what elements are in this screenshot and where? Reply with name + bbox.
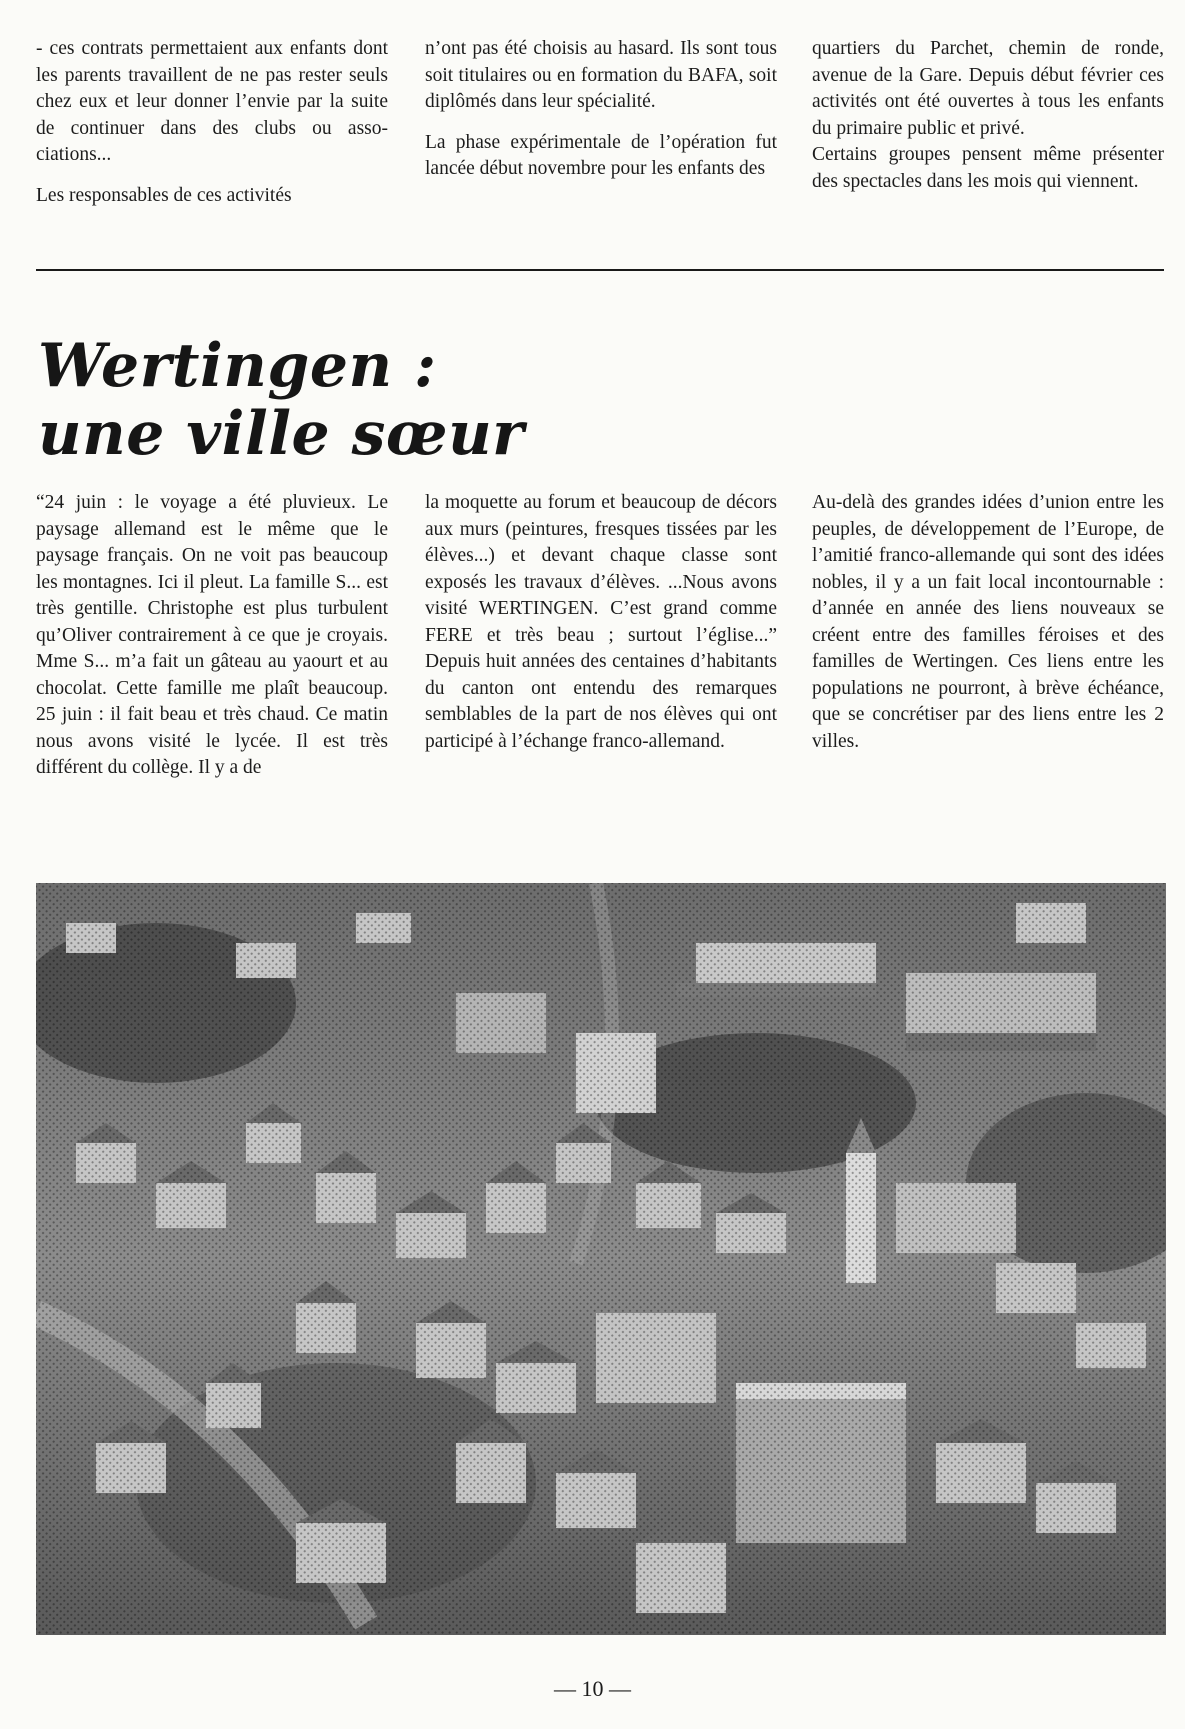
top-column-2 [425,36,777,183]
top-column-1 [36,36,388,209]
top-col1-para2: Les responsables de ces activités [36,184,292,206]
top-col3-para2: Certains groupes pensent même présenter des spectacles dans les mois qui viennent. [812,144,1164,192]
top-col2-para2: La phase expérimentale de l’opération fut lancée début novembre pour les enfants des [425,131,777,179]
article-col2-text: la moquette au forum et beaucoup de décors aux murs (peintures, fresques tissées par les élèves...) et devant chaque classe sont exposés les travaux d’élèves. ...Nous avons visité WERTINGEN. C’est grand comme FERE et très beau ; surtout l’église...” Depuis huit années des centaines d’habitants du canton ont entendu des remarques semblables de la part de nos élèves qui ont participé à l’échange franco-allemand. [425,492,777,752]
article-column-3 [812,490,1164,755]
article-title-line2: une ville sœur [38,399,525,469]
page-number: — 10 — [554,1676,631,1701]
article-column-1 [36,490,388,782]
article-title [38,332,738,468]
article-column-2 [425,490,777,755]
section-divider [36,269,1164,271]
top-column-3 [812,36,1164,195]
article-col1-text: “24 juin : le voyage a été pluvieux. Le paysage allemand est le même que le paysage français. On ne voit pas beaucoup les montagnes. Ici il pleut. La famille S... est très gentille. Christophe est plus turbulent qu’Oliver contrairement à ce que je croyais. Mme S... m’a fait un gâteau au yaourt et au chocolat. Cette famille me plaît beaucoup. 25 juin : il fait beau et très chaud. Ce matin nous avons visité le lycée. Il est très différent du collège. Il y a de [36,492,388,778]
top-col1-para1: - ces contrats permettaient aux enfants dont les parents travaillent de ne pas rester seuls chez eux et leur donner l’envie par la suite de continuer dans des clubs ou associations... [36,38,388,165]
article-col3-text: Au-delà des grandes idées d’union entre les peuples, de développement de l’Europe, de l’amitié franco-allemande qui sont des idées nobles, il y a un fait local incontournable : d’année en année des liens nouveaux se créent entre des familles féroises et des familles de Wertingen. Ces liens entre les populations ne pourront, à brève échéance, que se concrétiser par des liens entre les 2 villes. [812,492,1164,752]
aerial-photo-drawing [36,883,1166,1635]
article-title-line1: Wertingen : [38,331,437,401]
aerial-town-photo [36,883,1166,1635]
top-col2-para1: n’ont pas été choisis au hasard. Ils sont tous soit titulaires ou en formation du BAFA, soit diplômés dans leur spécialité. [425,38,777,112]
top-col3-para1: quartiers du Parchet, chemin de ronde, avenue de la Gare. Depuis début février ces activités ont été ouvertes à tous les enfants du primaire public et privé. [812,38,1164,139]
